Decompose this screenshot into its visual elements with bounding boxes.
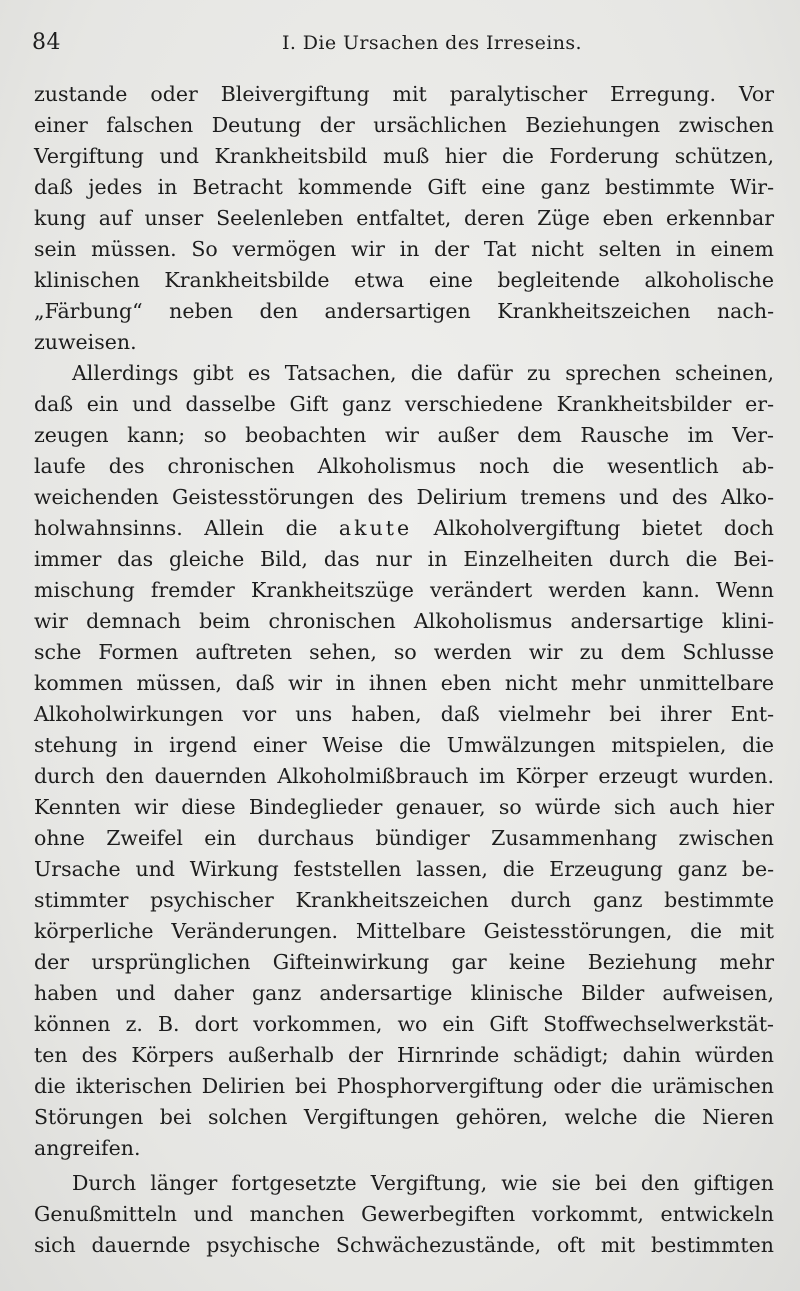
text-line: Alkoholwirkungen vor uns haben, daß vielmehr bei ihrer Ent-: [34, 702, 774, 726]
text-line: können z. B. dort vorkommen, wo ein Gift Stoffwechselwerkstät-: [34, 1012, 774, 1036]
text-line: körperliche Veränderungen. Mittelbare Geistesstörungen, die mit: [34, 919, 774, 943]
paragraph-3: [34, 1168, 774, 1261]
text-line: Vergiftung und Krankheitsbild muß hier die Forderung schützen,: [34, 144, 774, 168]
text-line: zuweisen.: [34, 330, 137, 354]
text-segment: holwahnsinns. Allein die: [34, 516, 318, 540]
paragraph-1: [34, 79, 774, 358]
text-line: angreifen.: [34, 1136, 141, 1160]
text-line: sein müssen. So vermögen wir in der Tat nicht selten in einem: [34, 237, 774, 261]
text-line: zeugen kann; so beobachten wir außer dem Rausche im Ver-: [34, 423, 774, 447]
text-line: daß ein und dasselbe Gift ganz verschiedene Krankheitsbilder er-: [34, 392, 774, 416]
text-segment: Alkoholvergiftung bietet doch: [433, 516, 774, 540]
text-line: sich dauernde psychische Schwächezustände, oft mit bestimmten: [34, 1233, 774, 1257]
text-line: ten des Körpers außerhalb der Hirnrinde schädigt; dahin würden: [34, 1043, 774, 1067]
emphasized-word: akute: [338, 516, 413, 540]
page-header: [32, 30, 772, 62]
text-line: daß jedes in Betracht kommende Gift eine ganz bestimmte Wir-: [34, 175, 774, 199]
text-line: ohne Zweifel ein durchaus bündiger Zusammenhang zwischen: [34, 826, 774, 850]
text-line: zustande oder Bleivergiftung mit paralytischer Erregung. Vor: [34, 82, 774, 106]
running-head: I. Die Ursachen des Irreseins.: [282, 32, 582, 54]
text-line: stehung in irgend einer Weise die Umwälzungen mitspielen, die: [34, 733, 774, 757]
text-line: Kennten wir diese Bindeglieder genauer, so würde sich auch hier: [34, 795, 774, 819]
text-line: durch den dauernden Alkoholmißbrauch im Körper erzeugt wurden.: [34, 764, 774, 788]
body-text: [34, 79, 774, 1261]
text-line: der ursprünglichen Gifteinwirkung gar keine Beziehung mehr: [34, 950, 774, 974]
text-line: Ursache und Wirkung feststellen lassen, die Erzeugung ganz be-: [34, 857, 774, 881]
text-line: weichenden Geistesstörungen des Delirium tremens und des Alko-: [34, 485, 774, 509]
text-line: Genußmitteln und manchen Gewerbegiften vorkommt, entwickeln: [34, 1202, 774, 1226]
text-line: die ikterischen Delirien bei Phosphorvergiftung oder die urämischen: [34, 1074, 774, 1098]
text-line: mischung fremder Krankheitszüge verändert werden kann. Wenn: [34, 578, 774, 602]
text-line-emphasis: [34, 513, 774, 544]
text-line: laufe des chronischen Alkoholismus noch die wesentlich ab-: [34, 454, 774, 478]
text-line: Störungen bei solchen Vergiftungen gehören, welche die Nieren: [34, 1105, 774, 1129]
text-line: klinischen Krankheitsbilde etwa eine begleitende alkoholische: [34, 268, 774, 292]
text-line: stimmter psychischer Krankheitszeichen durch ganz bestimmte: [34, 888, 774, 912]
text-line: kung auf unser Seelenleben entfaltet, deren Züge eben erkennbar: [34, 206, 774, 230]
text-line: Allerdings gibt es Tatsachen, die dafür zu sprechen scheinen,: [72, 361, 774, 385]
text-line: einer falschen Deutung der ursächlichen Beziehungen zwischen: [34, 113, 774, 137]
text-line: wir demnach beim chronischen Alkoholismus andersartige klini-: [34, 609, 774, 633]
text-line: immer das gleiche Bild, das nur in Einzelheiten durch die Bei-: [34, 547, 774, 571]
text-line: Durch länger fortgesetzte Vergiftung, wie sie bei den giftigen: [72, 1171, 774, 1195]
page-number: 84: [32, 30, 61, 55]
text-line: „Färbung“ neben den andersartigen Krankheitszeichen nach-: [34, 299, 774, 323]
text-line: haben und daher ganz andersartige klinische Bilder aufweisen,: [34, 981, 774, 1005]
text-line: sche Formen auftreten sehen, so werden wir zu dem Schlusse: [34, 640, 774, 664]
paragraph-2: [34, 358, 774, 1164]
text-line: kommen müssen, daß wir in ihnen eben nicht mehr unmittelbare: [34, 671, 774, 695]
